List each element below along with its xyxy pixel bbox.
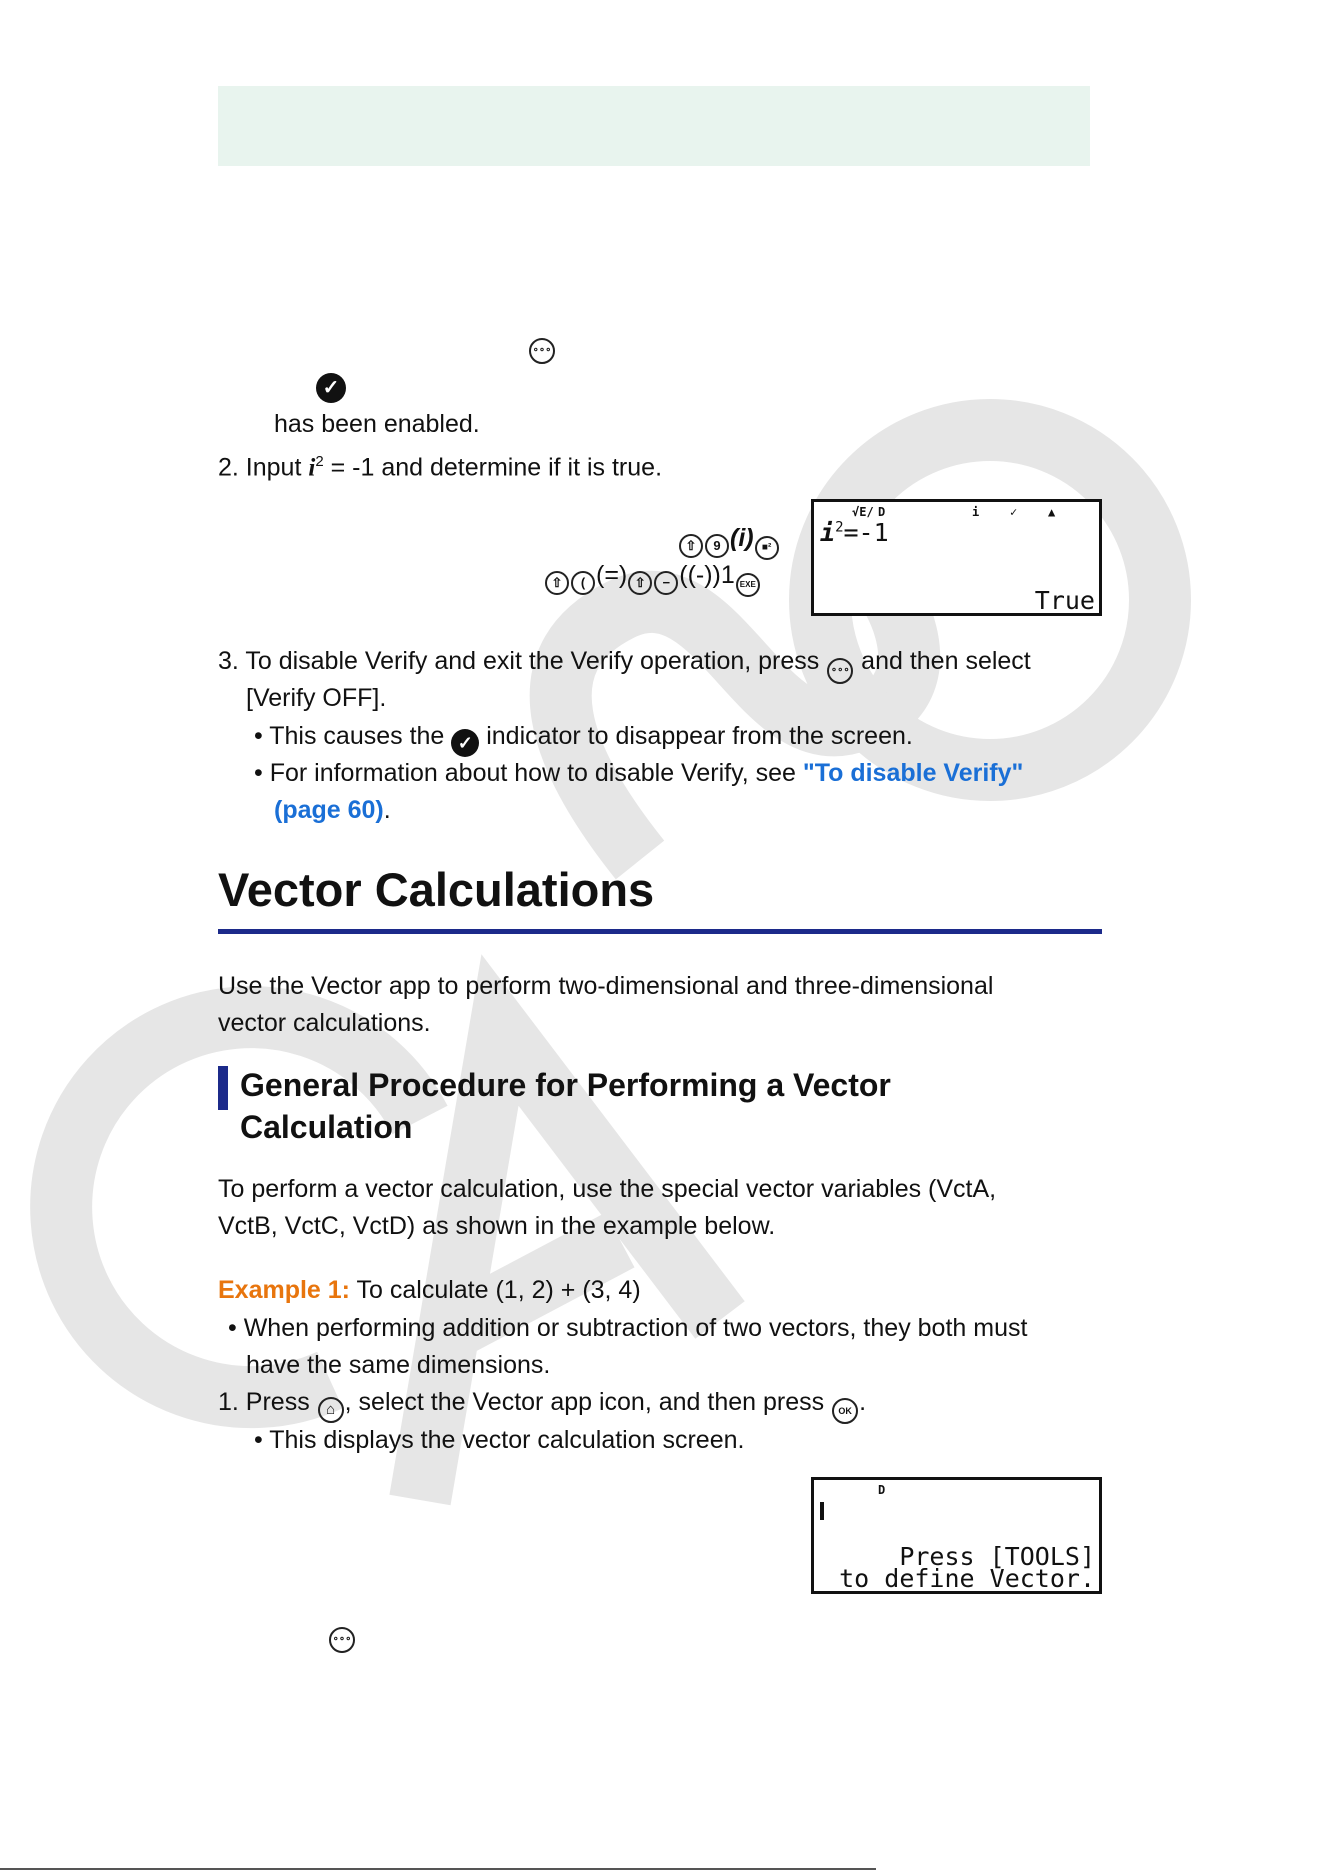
intro-enabled-text: has been enabled. bbox=[274, 410, 480, 438]
step3-bullet2: • For information about how to disable Verify, see "To disable Verify" bbox=[254, 759, 1024, 787]
menu-key-icon: ∘∘∘ bbox=[329, 1627, 355, 1653]
exe-key-icon: EXE bbox=[736, 573, 760, 597]
calculator-screen-vector: D Press [TOOLS] to define Vector. bbox=[811, 1477, 1102, 1594]
example1-bullet-cont: have the same dimensions. bbox=[246, 1351, 551, 1379]
menu-key-icon: ∘∘∘ bbox=[827, 658, 853, 684]
example1-step1: 1. Press ⌂ , select the Vector app icon, and then press OK . bbox=[218, 1384, 866, 1424]
key-sequence-2: ⇧ ( (=) ⇧ − ((-))1 EXE bbox=[544, 557, 761, 597]
step3-line2: [Verify OFF]. bbox=[246, 684, 387, 712]
section-para-line1: Use the Vector app to perform two-dimensional and three-dimensional bbox=[218, 972, 994, 1000]
section-rule bbox=[218, 929, 1102, 934]
section-title: Vector Calculations bbox=[218, 863, 655, 916]
check-indicator-icon: ✓ bbox=[451, 729, 479, 757]
link-to-disable-verify[interactable]: "To disable Verify" bbox=[802, 759, 1024, 787]
subsection-bar bbox=[218, 1066, 228, 1110]
subsection-title: General Procedure for Performing a Vector Calculation bbox=[240, 1067, 891, 1145]
step3-line1: 3. To disable Verify and exit the Verify operation, press ∘∘∘ and then select bbox=[218, 643, 1031, 684]
step3-bullet2-cont: (page 60). bbox=[274, 796, 391, 824]
subsection-para-line1: To perform a vector calculation, use the special vector variables (VctA, bbox=[218, 1175, 997, 1203]
menu-key-icon: ∘∘∘ bbox=[529, 338, 555, 364]
key-9: 9 bbox=[705, 534, 729, 558]
check-indicator-icon: ✓ bbox=[316, 373, 346, 403]
key-sequence-1: ⇧ 9 (i) ■² bbox=[678, 520, 780, 560]
shift-key-icon: ⇧ bbox=[679, 534, 703, 558]
link-page-60[interactable]: (page 60) bbox=[274, 796, 384, 824]
top-banner bbox=[218, 86, 1090, 166]
ok-key-icon: OK bbox=[832, 1398, 858, 1424]
section-para-line2: vector calculations. bbox=[218, 1009, 431, 1037]
square-key-icon: ■² bbox=[755, 536, 779, 560]
example1-step1-bullet: • This displays the vector calculation screen. bbox=[254, 1426, 745, 1454]
example1-heading: Example 1: To calculate (1, 2) + (3, 4) bbox=[218, 1276, 641, 1304]
step2-text: 2. Input $i^2 = -1$ and determine if it is true. bbox=[218, 453, 663, 482]
footer-rule bbox=[0, 1868, 876, 1870]
paren-key-icon: ( bbox=[571, 571, 595, 595]
subsection-para-line2: VctB, VctC, VctD) as shown in the example below. bbox=[218, 1212, 776, 1240]
home-key-icon: ⌂ bbox=[318, 1397, 344, 1423]
cursor bbox=[820, 1502, 824, 1520]
example1-bullet: • When performing addition or subtraction of two vectors, they both must bbox=[228, 1314, 1028, 1342]
shift-key-icon: ⇧ bbox=[628, 571, 652, 595]
minus-key-icon: − bbox=[654, 571, 678, 595]
shift-key-icon: ⇧ bbox=[545, 571, 569, 595]
calculator-screen-verify: √E/ D i ✓ ▲ $i^2=-1$ True bbox=[811, 499, 1102, 616]
step3-bullet1: • This causes the ✓ indicator to disappear from the screen. bbox=[254, 718, 913, 757]
